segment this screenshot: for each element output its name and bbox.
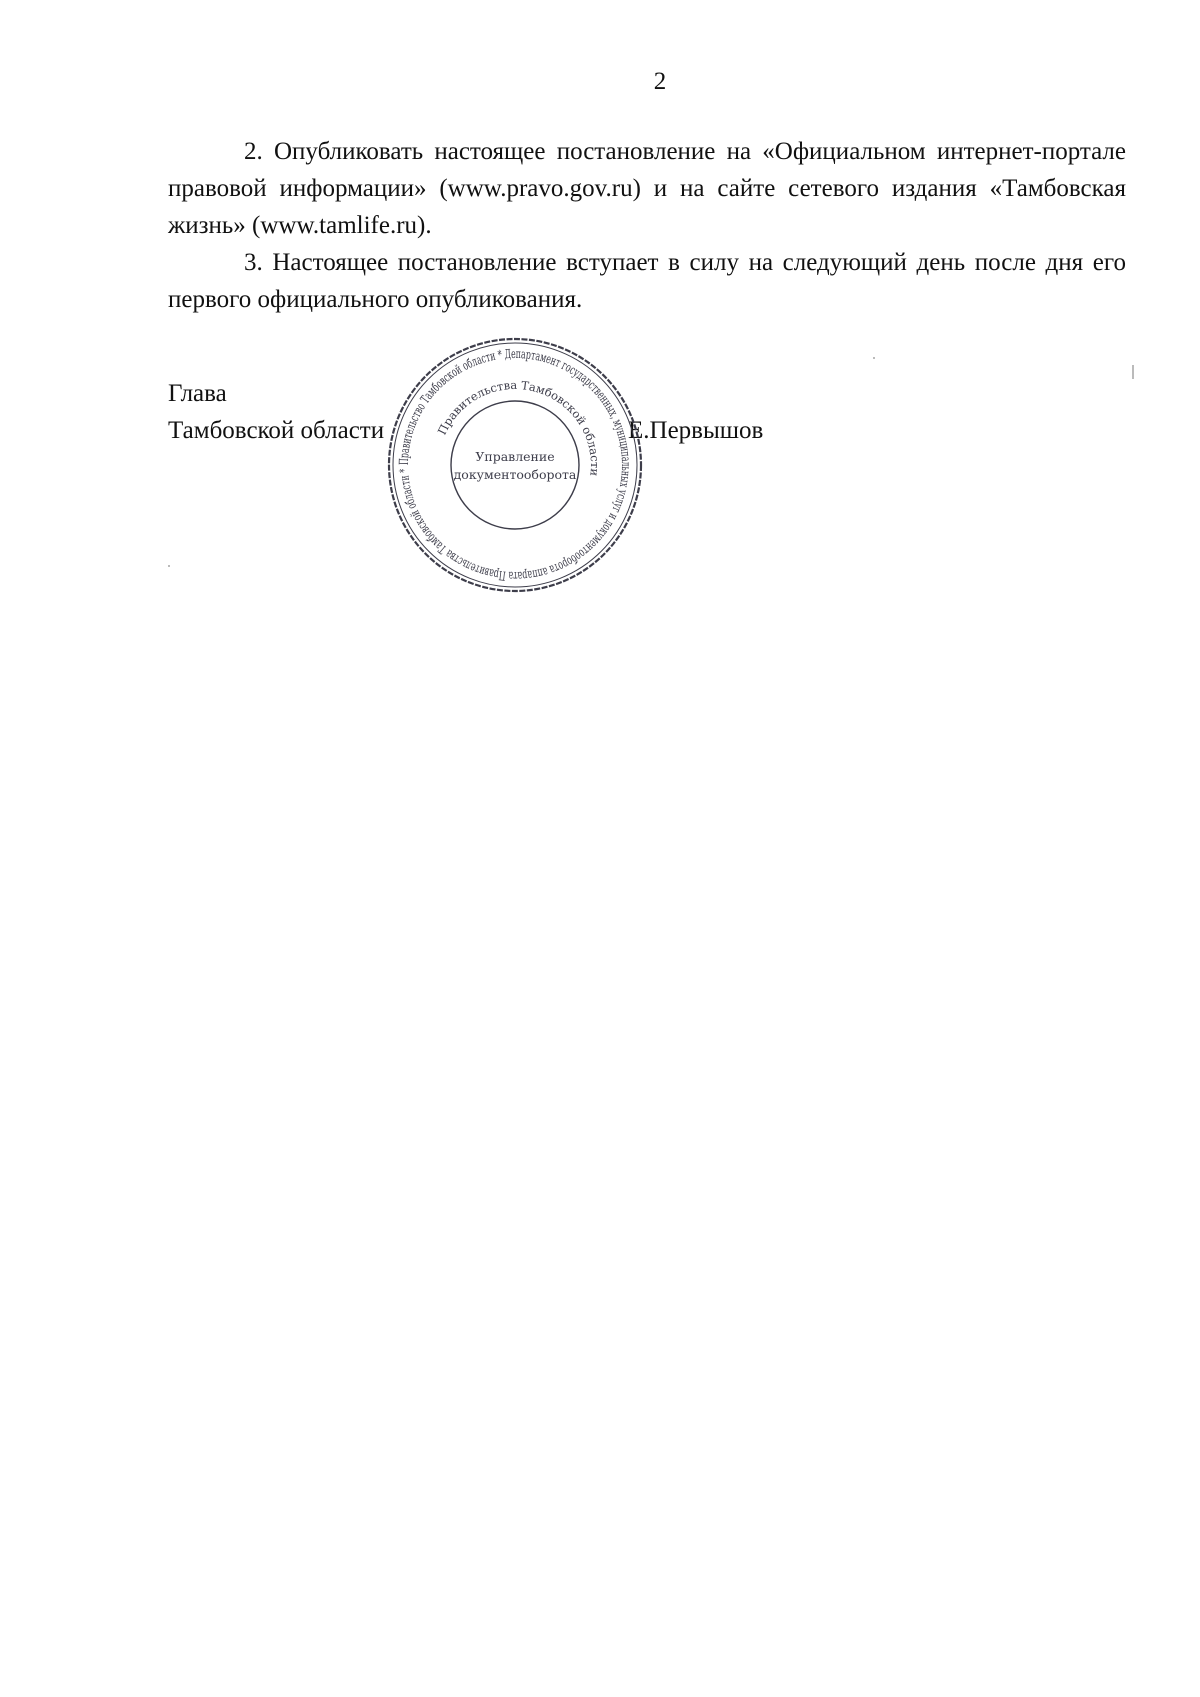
- signatory-title-line-1: Глава: [168, 380, 227, 407]
- stamp-outer-ring: [389, 339, 641, 591]
- signatory-title: [168, 375, 384, 449]
- document-body: [168, 133, 1126, 318]
- page-number: 2: [653, 68, 667, 95]
- official-stamp: [384, 334, 646, 596]
- scan-speck: [1132, 365, 1134, 379]
- stamp-center-line-1: Управление: [475, 449, 555, 464]
- scan-speck: [873, 357, 875, 359]
- signatory-name: Е.Первышов: [628, 417, 764, 444]
- stamp-inner-text: Правительства Тамбовской области: [434, 377, 603, 477]
- scan-speck: [168, 565, 170, 567]
- stamp-outer-text: Правительство Тамбовской области * Департамент государственных, муниципальных услуг и документооборота аппарата Правительства Тамбовской области *: [395, 345, 635, 585]
- signatory-title-line-2: Тамбовской области: [168, 417, 385, 444]
- paragraph-2: 2. Опубликовать настоящее постановление на «Официальном интернет-портале правовой информации» (www.pravo.gov.ru) и на сайте сетевого издания «Тамбовская жизнь» (www.tamlife.ru).: [168, 138, 1126, 239]
- paragraph-3: 3. Настоящее постановление вступает в силу на следующий день после дня его первого официального опубликования.: [168, 249, 1126, 313]
- stamp-inner-ring: [451, 401, 579, 529]
- stamp-center-line-2: документооборота: [453, 467, 577, 482]
